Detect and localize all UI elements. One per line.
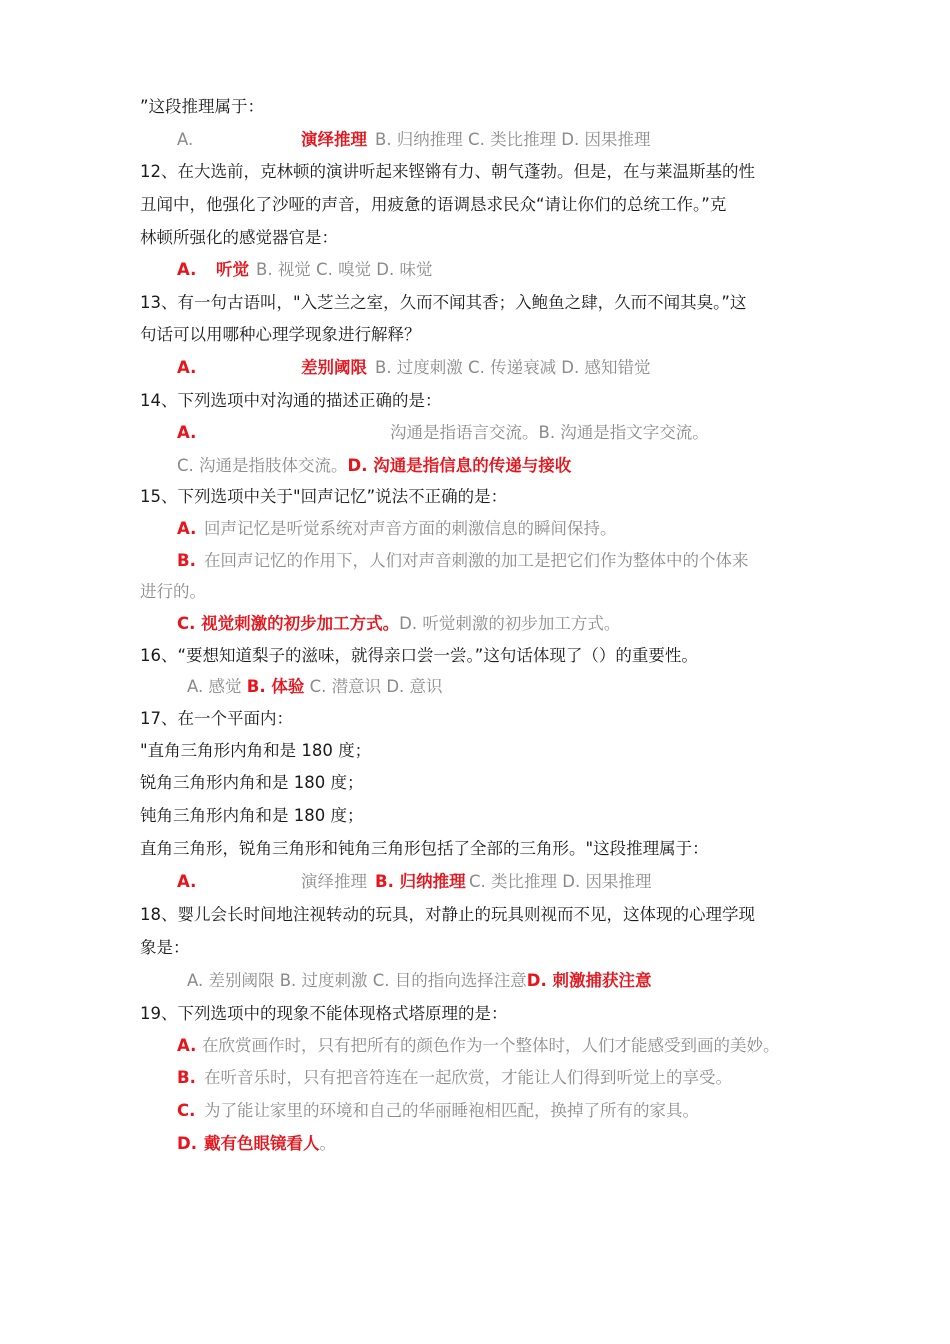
q19-option-a-text: 在欣赏画作时，只有把所有的颜色作为一个整体时，人们才能感受到画的美妙。	[202, 1036, 780, 1055]
q14-option-d-answer: D. 沟通是指信息的传递与接收	[347, 456, 572, 475]
q19-option-d-answer: 戴有色眼镜看人	[204, 1134, 320, 1153]
q12-other-options: B. 视觉 C. 嗅觉 D. 味觉	[256, 260, 433, 279]
q16-line-1: 16、“要想知道梨子的滋味，就得亲口尝一尝。”这句话体现了（）的重要性。	[140, 646, 698, 665]
q18-line-1: 18、婴儿会长时间地注视转动的玩具，对静止的玩具则视而不见，这体现的心理学现	[140, 905, 755, 924]
q14-option-ab-text: 沟通是指语言交流。B. 沟通是指文字交流。	[390, 423, 709, 442]
q19-option-d-content	[204, 1134, 336, 1154]
q15-option-b-continued: 进行的。	[140, 582, 206, 601]
q17-line-1: 17、在一个平面内：	[140, 709, 293, 728]
q18-options	[187, 971, 652, 991]
q17-other-options: C. 类比推理 D. 因果推理	[469, 872, 652, 891]
q12-option-a-answer: 听觉	[216, 260, 249, 279]
q15-options-cd	[177, 614, 620, 634]
q19-option-c-text: 为了能让家里的环境和自己的华丽睡袍相匹配，换掉了所有的家具。	[204, 1101, 699, 1120]
q16-other-options: C. 潜意识 D. 意识	[309, 677, 443, 696]
q13-option-a-answer: 差别阈限	[301, 358, 367, 377]
q19-line-1: 19、下列选项中的现象不能体现格式塔原理的是：	[140, 1004, 508, 1023]
q15-option-b-label: B.	[177, 551, 196, 570]
q17-option-b-answer: B. 归纳推理	[375, 872, 466, 891]
q18-option-d-answer: D. 刺激捕获注意	[526, 971, 652, 990]
q16-option-a: A. 感觉	[187, 677, 242, 696]
q17-line-2: "直角三角形内角和是 180 度；	[140, 741, 372, 760]
q17-option-a: 演绎推理	[301, 872, 367, 891]
q19-option-c-label: C.	[177, 1101, 196, 1120]
q13-line-2: 句话可以用哪种心理学现象进行解释？	[140, 325, 421, 344]
q14-options-cd	[177, 456, 571, 476]
q19-option-a-label: A.	[177, 1036, 197, 1055]
q12-line-1: 12、在大选前，克林顿的演讲听起来铿锵有力、朝气蓬勃。但是，在与莱温斯基的性	[140, 162, 755, 181]
q19-option-b-label: B.	[177, 1068, 196, 1087]
q11-stem-end: ”这段推理属于：	[140, 97, 265, 116]
q15-option-c-answer: C. 视觉刺激的初步加工方式。	[177, 614, 400, 633]
q18-line-2: 象是：	[140, 938, 190, 957]
q11-option-a-label: A.	[177, 130, 194, 149]
q14-option-c: C. 沟通是指肢体交流。	[177, 456, 348, 475]
q11-other-options: B. 归纳推理 C. 类比推理 D. 因果推理	[375, 130, 651, 149]
q19-option-d-end: 。	[319, 1134, 336, 1153]
q15-option-a-text: 回声记忆是听觉系统对声音方面的刺激信息的瞬间保持。	[204, 519, 617, 538]
q12-line-3: 林顿所强化的感觉器官是：	[140, 228, 338, 247]
q11-option-a-answer: 演绎推理	[301, 130, 367, 149]
q13-option-a-label: A.	[177, 358, 197, 377]
q15-option-a-label: A.	[177, 519, 197, 538]
q16-option-b-answer: B. 体验	[246, 677, 305, 696]
q12-line-2: 丑闻中，他强化了沙哑的声音，用疲惫的语调恳求民众“请让你们的总统工作。”克	[140, 195, 727, 214]
q19-option-d-label: D.	[177, 1134, 197, 1153]
q17-line-3: 锐角三角形内角和是 180 度；	[140, 773, 364, 792]
q18-options-abc: A. 差别阈限 B. 过度刺激 C. 目的指向选择注意	[187, 971, 527, 990]
q19-option-b-text: 在听音乐时，只有把音符连在一起欣赏，才能让人们得到听觉上的享受。	[204, 1068, 732, 1087]
q13-line-1: 13、有一句古语叫，"入芝兰之室，久而不闻其香；入鲍鱼之肆，久而不闻其臭。”这	[140, 293, 747, 312]
q14-line-1: 14、下列选项中对沟通的描述正确的是：	[140, 391, 442, 410]
q13-other-options: B. 过度刺激 C. 传递衰减 D. 感知错觉	[375, 358, 651, 377]
q15-option-b-text: 在回声记忆的作用下，人们对声音刺激的加工是把它们作为整体中的个体来	[204, 551, 749, 570]
q15-line-1: 15、下列选项中关于"回声记忆”说法不正确的是：	[140, 487, 508, 506]
q15-option-d: D. 听觉刺激的初步加工方式。	[399, 614, 621, 633]
q17-line-5: 直角三角形，锐角三角形和钝角三角形包括了全部的三角形。"这段推理属于：	[140, 839, 709, 858]
q14-option-a-label: A.	[177, 423, 197, 442]
q12-option-a-label: A.	[177, 260, 197, 279]
q17-option-a-label: A.	[177, 872, 197, 891]
q17-line-4: 钝角三角形内角和是 180 度；	[140, 806, 364, 825]
q16-options	[187, 677, 443, 697]
